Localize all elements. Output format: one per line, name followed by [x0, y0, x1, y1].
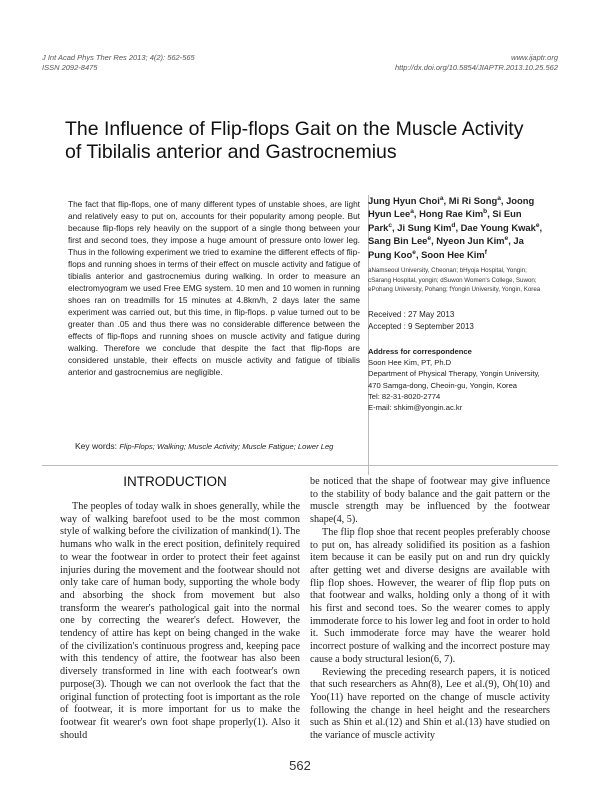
- author-name: Si Eun Park: [368, 208, 522, 233]
- intro-paragraph-continued: be noticed that the shape of footwear may give influence to the stability of body balance and the gait pattern or the muscle strength may be influenced by the footwear shape(4, 5).: [310, 476, 550, 526]
- intro-paragraph-3: Reviewing the preceding research papers, it is noticed that such researchers as Ahn(8), Lee et al.(9), Oh(10) and Yoo(11) have reported on the change of muscle activity following the change in heel height and the researchers such as Shin et al.(12) and Shin et al.(13) have studied on the variance of muscle activity: [310, 666, 550, 742]
- keywords-value: Flip-Flops; Walking; Muscle Activity; Muscle Fatigue; Lower Leg: [119, 442, 334, 451]
- author-name: Dae Young Kwak: [460, 221, 536, 233]
- affiliations: aNamseoul University, Cheonan; bHyoja Hospital, Yongin; cSarang Hospital, yongin; dSuwon Women's College, Suwon; ePohang University, Pohang; fYongin University, Yongin, Korea: [368, 267, 541, 294]
- author-affiliation-mark: b: [483, 208, 488, 216]
- journal-citation: J Int Acad Phys Ther Res 2013; 4(2): 562-565: [42, 53, 195, 62]
- author-affiliation-mark: a: [439, 194, 444, 202]
- author-name: Nyeon Jun Kim: [436, 235, 505, 247]
- section-heading-introduction: INTRODUCTION: [123, 474, 227, 489]
- article-title: The Influence of Flip-flops Gait on the Muscle Activity of Tibilalis anterior and Gastrocnemius: [65, 118, 524, 163]
- dates-block: [368, 309, 548, 333]
- author-affiliation-mark: e: [412, 248, 416, 256]
- abstract: The fact that flip-flops, one of many different types of unstable shoes, are light and relatively easy to put on, accounts for their popularity among people. But because flip-flops rely heavily on the support of a single thong between your first and second toes, they impose a huge amount of pressure onto lower leg. Thus in the following experiment we tried to examine the different effects of flip-flops and running shoes in terms of their effect on muscle activity and fatigue of tibialis anterior and gastrocnemius during walking. In order to measure an electromyogram we used Free EMG system. 10 men and 10 women in running shoes ran on treadmills for 15 minutes at 4.8km/h, 2 days later the same experiment was carried out, but this time, in flip-flops. p value turned out to be greater than .05 and thus there was no considerable difference between the effects of flip-flops and running shoes on muscle activity and fatigue during walking. Therefore we conclude that despite the fact that flip-flops are considered unstable, their effects on muscle activity and fatigue of tibialis anterior and gastrocnemius are negligible.: [68, 199, 360, 377]
- correspondence-tel: Tel: 82-31-8020-2774: [368, 391, 441, 401]
- doi-link[interactable]: http://dx.doi.org/10.5854/JIAPTR.2013.10.25.562: [394, 63, 558, 72]
- correspondence-name: Soon Hee Kim, PT, Ph.D: [368, 358, 452, 368]
- body-column-left: [60, 501, 300, 742]
- accepted-date: Accepted : 9 September 2013: [368, 322, 474, 331]
- intro-paragraph-1: The peoples of today walk in shoes generally, while the way of walking barefoot used to be the most common style of walking before the civilization of mankind(1). The humans who walk in the erect position, definitely required to wear the footwear in order to protect their feet against injuries during the movement and the footwear should not only take care of human body, supporting the whole body and absorbing the shock from movement but also transform the wearer's pathological gait into the normal one by correcting the wearer's defect. However, the tendency of attire has kept on being changed in the wake of the civilization's continuous progress and, keeping pace with this tendency of attire, the footwear has also been diversely transformed in line with each footwear's own purpose(3). Though we can not overlook the fact that the original function of protecting foot is important as the role of footwear, it is more important for us to make the footwear fit wearer's own foot shape properly(1). Also it should: [60, 501, 300, 741]
- correspondence-label: Address for correspondence: [368, 347, 472, 356]
- correspondence-dept: Department of Physical Therapy, Yongin University, 470 Samga-dong, Cheoin-gu, Yongin, Korea: [368, 369, 540, 390]
- page-number: 562: [289, 758, 311, 773]
- author-affiliation-mark: e: [535, 221, 540, 229]
- intro-paragraph-2: The flip flop shoe that recent peoples preferably choose to put on, has already solidified its position as a fashion item because it can be easily put on and run dry quickly after getting wet and diverse designs are available with flip flop shoes. However, the wearer of flip flop puts on that footwear and walks, holding only a thong of it with his first and second toes. So the wearer comes to apply immoderate force to his lower leg and foot in order to hold it. Such immoderate force may have the wearer hold incorrect posture of walking and the incorrect posture may cause a body structural lesion(6, 7).: [310, 526, 550, 665]
- author-list: Jung Hyun Choi$^a$, Mi Ri Song$^a$, Joong Hyun Lee$^a$, Hong Rae Kim$^b$, Si Eun Park$^c$, Ji Sung Kim$^d$, Dae Young Kwak$^e$, Sang Bin Lee$^e$, Nyeon Jun Kim$^e$, Ja Pung Koo$^e$, Soon Hee Kim$^f$: [368, 194, 543, 260]
- journal-url[interactable]: www.ijaptr.org: [511, 53, 558, 62]
- author-affiliation-mark: e: [504, 235, 509, 243]
- author-affiliation-mark: f: [484, 248, 487, 256]
- author-affiliation-mark: d: [451, 221, 456, 229]
- correspondence-email[interactable]: E-mail: shkim@yongin.ac.kr: [368, 403, 463, 413]
- author-affiliation-mark: e: [427, 235, 432, 243]
- author-name: Ji Sung Kim: [397, 221, 452, 233]
- author-affiliation-mark: c: [388, 221, 393, 229]
- section-divider: [42, 465, 558, 466]
- issn: ISSN 2092-8475: [42, 63, 98, 72]
- received-date: Received : 27 May 2013: [368, 310, 455, 319]
- author-name: Jung Hyun Choi: [368, 195, 440, 206]
- body-column-right: [310, 476, 550, 743]
- author-name: Mi Ri Song: [448, 195, 498, 206]
- keywords-label: Key words:: [75, 441, 118, 451]
- author-name: Ja Pung Koo: [368, 235, 524, 260]
- author-name: Hong Rae Kim: [419, 208, 484, 220]
- author-name: Sang Bin Lee: [368, 235, 428, 247]
- correspondence-block: [368, 346, 548, 413]
- keywords: [75, 441, 365, 452]
- author-name: Joong Hyun Lee: [368, 195, 535, 220]
- author-affiliation-mark: a: [410, 208, 414, 216]
- author-affiliation-mark: a: [497, 194, 501, 202]
- author-name: Soon Hee Kim: [421, 248, 485, 260]
